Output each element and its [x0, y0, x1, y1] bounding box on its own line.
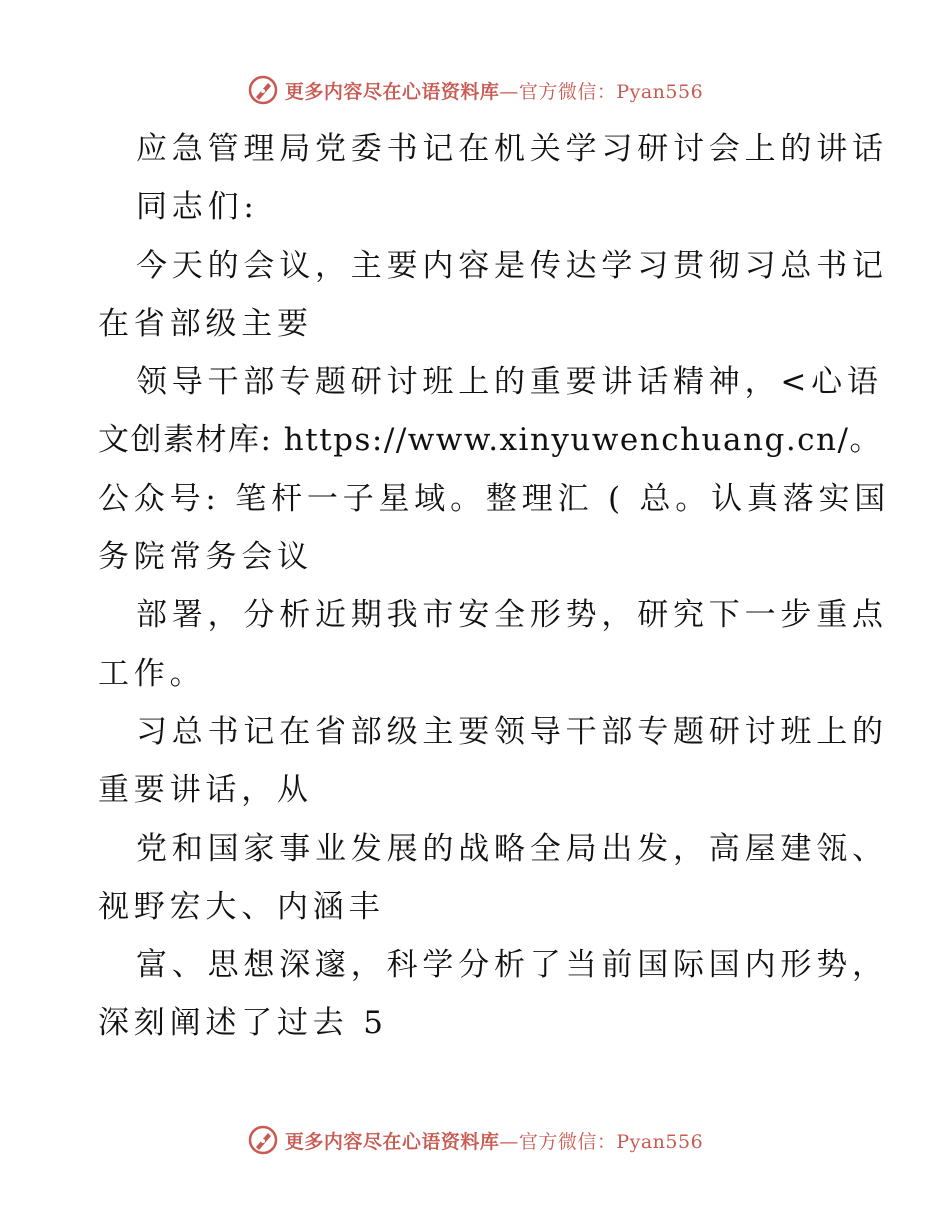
paragraph-line: 党和国家事业发展的战略全局出发，高屋建瓴、	[136, 830, 888, 867]
pen-nib-logo-icon	[247, 1124, 279, 1156]
paragraph-line: 习总书记在省部级主要领导干部专题研讨班上的	[136, 713, 888, 750]
footer-banner-main: 更多内容尽在心语资料库	[284, 1130, 500, 1153]
salutation: 同志们:	[136, 189, 259, 226]
paragraph-line: 深刻阐述了过去 5	[98, 1005, 388, 1042]
document-title: 应急管理局党委书记在机关学习研讨会上的讲话	[136, 131, 888, 167]
header-banner-rest: —官方微信：Pyan556	[499, 80, 704, 103]
document-body	[98, 120, 891, 1053]
paragraph-line: 公众号: 笔杆一子星域。整理汇 ( 总。认真落实国	[98, 480, 891, 517]
paragraph-line-url: 文创素材库: https://www.xinyuwenchuang.cn/。	[98, 422, 882, 459]
paragraph-line: 富、思想深邃，科学分析了当前国际国内形势，	[136, 947, 888, 984]
paragraph-line: 领导干部专题研讨班上的重要讲话精神，<心语	[136, 364, 883, 401]
paragraph-line: 在省部级主要	[98, 305, 313, 342]
pen-nib-logo-icon	[247, 74, 279, 106]
footer-banner-text	[285, 1127, 703, 1154]
paragraph-line: 视野宏大、内涵丰	[98, 888, 385, 925]
paragraph-line: 部署，分析近期我市安全形势，研究下一步重点	[136, 597, 888, 634]
footer-banner-rest: —官方微信：Pyan556	[499, 1130, 704, 1153]
header-banner-main: 更多内容尽在心语资料库	[284, 80, 500, 103]
paragraph-line: 重要讲话，从	[98, 772, 313, 809]
footer-banner	[0, 1120, 950, 1160]
paragraph-line: 务院常务会议	[98, 539, 313, 576]
header-banner	[0, 70, 950, 110]
header-banner-text	[285, 77, 703, 104]
paragraph-line: 今天的会议，主要内容是传达学习贯彻习总书记	[136, 247, 888, 284]
paragraph-line: 工作。	[98, 655, 206, 692]
